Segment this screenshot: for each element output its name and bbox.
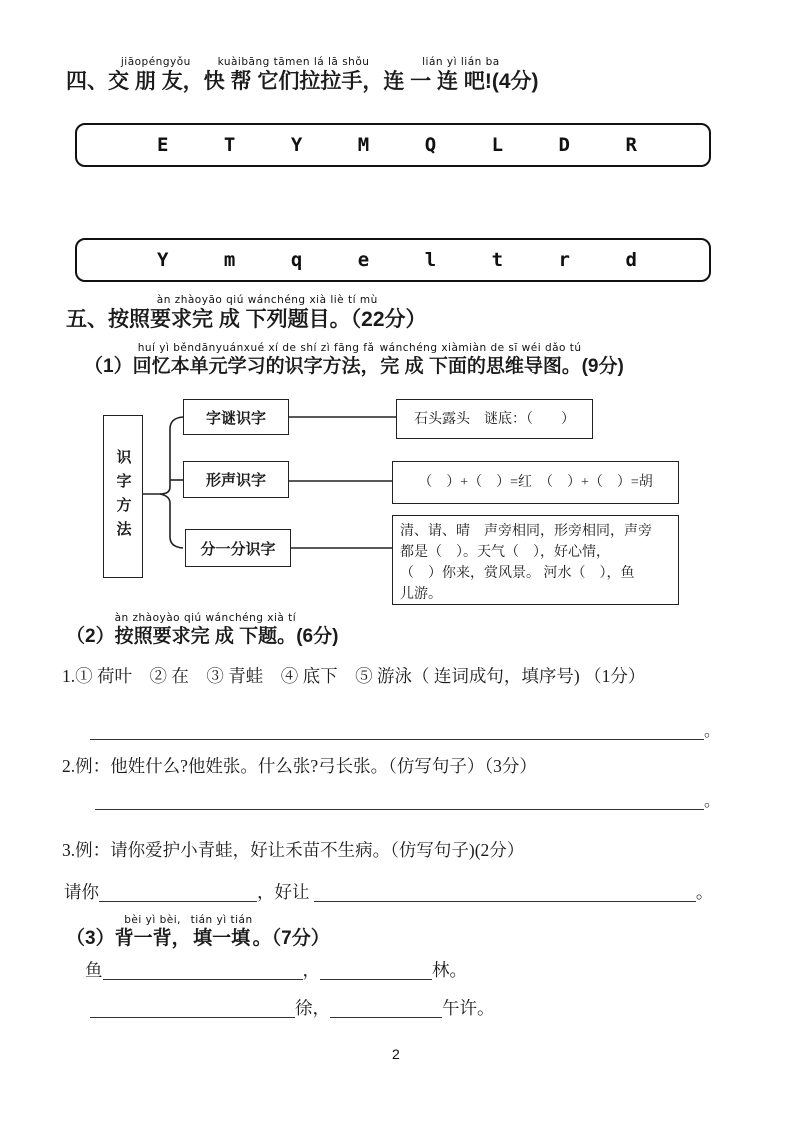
section5-heading <box>66 294 427 333</box>
answer-blank[interactable] <box>95 789 704 810</box>
answer-blank[interactable] <box>330 997 442 1018</box>
pinyin-label: bèi yì bèi, <box>124 914 181 926</box>
answer-blank[interactable] <box>90 997 295 1018</box>
answer-blank[interactable] <box>99 881 257 902</box>
sentence-period: 。 <box>704 793 721 810</box>
question3-answer-row <box>64 880 713 904</box>
answer-blank[interactable] <box>320 959 432 980</box>
pinyin-label: lián yì lián ba <box>422 56 500 68</box>
pinyin-label: kuàibāng tāmen lá lā shǒu <box>217 56 370 68</box>
recite-fill-line2 <box>90 996 495 1020</box>
match-letter-uppercase[interactable]: M <box>357 134 370 156</box>
pinyin-label: huí yì běndānyuánxué xí de shí zì fāng fǎ <box>137 342 375 354</box>
fill-prefix: 鱼 <box>85 960 103 980</box>
match-letter-uppercase[interactable]: R <box>625 134 637 156</box>
fill-suffix: 午许。 <box>442 998 495 1018</box>
heading-text: 快 帮 它们拉拉手， <box>203 70 384 93</box>
heading-text: 连 一 连 吧!(4分) <box>383 70 539 93</box>
match-letter-lowercase[interactable]: r <box>558 249 570 271</box>
pinyin-label: tián yì tián <box>190 914 253 926</box>
heading-text: 回忆本单元学习的识字方法， <box>132 356 380 377</box>
fill-suffix: 林。 <box>432 960 467 980</box>
sentence-period: 。 <box>704 723 721 740</box>
match-letter-lowercase[interactable]: Y <box>157 249 169 271</box>
mindmap-result-phonetic[interactable] <box>392 461 679 504</box>
fill-middle: 徐， <box>295 998 330 1018</box>
match-letter-uppercase[interactable]: E <box>157 134 169 156</box>
pinyin-label: wánchéng xiàmiàn de sī wéi dǎo tú <box>379 342 582 354</box>
mindmap-method-node <box>183 461 289 498</box>
mindmap-result-split[interactable] <box>392 515 679 605</box>
heading-text: （1） <box>84 356 133 377</box>
match-letter-uppercase[interactable]: T <box>223 134 236 156</box>
section4-heading <box>66 56 539 95</box>
part2-heading <box>66 612 338 649</box>
split-fill-line: 清、请、晴 声旁相同，形旁相同，声旁 <box>400 524 652 539</box>
match-letter-uppercase[interactable]: L <box>491 134 504 156</box>
fill-middle: ，好让 <box>257 882 314 902</box>
match-letter-uppercase[interactable]: Y <box>290 134 303 156</box>
mindmap-root-label: 识字方法 <box>114 448 132 545</box>
sentence-period: 。 <box>695 882 714 902</box>
recite-fill-line1 <box>85 958 467 982</box>
question2-text: 2.例：他姓什么?他姓张。什么张?弓长张。（仿写句子）（3分） <box>62 756 537 776</box>
split-fill-line: 儿游。 <box>400 587 442 602</box>
lowercase-letters-box <box>75 238 711 282</box>
match-letter-lowercase[interactable]: t <box>491 249 504 271</box>
heading-text: 按照要求完 成 下题。 <box>114 626 297 647</box>
fill-prefix: 请你 <box>64 882 99 902</box>
uppercase-letters-box <box>75 123 711 167</box>
match-letter-lowercase[interactable]: d <box>625 249 637 271</box>
match-letter-lowercase[interactable]: e <box>357 249 370 271</box>
mindmap-method-label: 分一分识字 <box>200 540 276 558</box>
phonetic-fill-text: （ ）+（ ）=红 （ ）+（ ）=胡 <box>418 475 653 490</box>
heading-text: 按照要求完 成 下列题目。（22分） <box>108 308 427 331</box>
pinyin-label: àn zhàoyāo qiú wánchéng xià liè tí mù <box>156 294 378 306</box>
match-letter-uppercase[interactable]: D <box>558 134 570 156</box>
heading-text: （3） <box>66 928 115 949</box>
answer-blank[interactable] <box>314 881 696 902</box>
split-fill-line: （ ）你来，赏风景。 河水（ ），鱼 <box>400 566 635 581</box>
question3-text: 3.例：请你爱护小青蛙，好让禾苗不生病。（仿写句子)(2分） <box>62 840 525 860</box>
answer-blank[interactable] <box>90 719 704 740</box>
heading-text: 五、 <box>66 308 108 331</box>
question1-answer-row <box>90 718 720 741</box>
part1-heading <box>84 342 624 379</box>
match-letter-lowercase[interactable]: l <box>424 249 437 271</box>
heading-text: 。（7分） <box>252 928 330 949</box>
heading-text: 完 成 下面的思维导图。 <box>380 356 581 377</box>
heading-text: （2） <box>66 626 115 647</box>
riddle-fill-text: 石头露头 谜底：（ ） <box>414 411 575 427</box>
mindmap-method-label: 形声识字 <box>205 472 266 489</box>
match-letter-lowercase[interactable]: q <box>290 249 303 271</box>
match-letter-lowercase[interactable]: m <box>223 249 236 271</box>
heading-text: 交 朋 友， <box>108 70 204 93</box>
heading-text: (6分) <box>296 626 339 647</box>
split-fill-line: 都是（ ）。天气（ ），好心情， <box>400 545 610 560</box>
question2-answer-row <box>95 788 720 811</box>
part3-heading <box>66 914 330 951</box>
fill-comma: ， <box>302 960 320 980</box>
answer-blank[interactable] <box>103 959 303 980</box>
mindmap-root-node <box>103 415 143 578</box>
heading-text: 背一背， <box>114 928 191 949</box>
heading-text: 填一填 <box>193 928 251 949</box>
heading-text: 四、 <box>66 70 108 93</box>
mindmap-method-node <box>183 399 289 435</box>
pinyin-label: jiāopéngyǒu <box>120 56 191 68</box>
pinyin-label: àn zhàoyào qiú wánchéng xià tí <box>114 612 297 624</box>
mindmap-method-node <box>185 529 291 567</box>
page-number: 2 <box>392 1046 400 1062</box>
mindmap-result-riddle[interactable] <box>396 399 593 439</box>
match-letter-uppercase[interactable]: Q <box>424 134 437 156</box>
mindmap-method-label: 字谜识字 <box>205 409 266 427</box>
mindmap <box>0 393 793 611</box>
heading-text: (9分) <box>581 356 624 377</box>
question1-text: 1.① 荷叶 ② 在 ③ 青蛙 ④ 底下 ⑤ 游泳（ 连词成句，填序号) （1分） <box>62 666 646 686</box>
